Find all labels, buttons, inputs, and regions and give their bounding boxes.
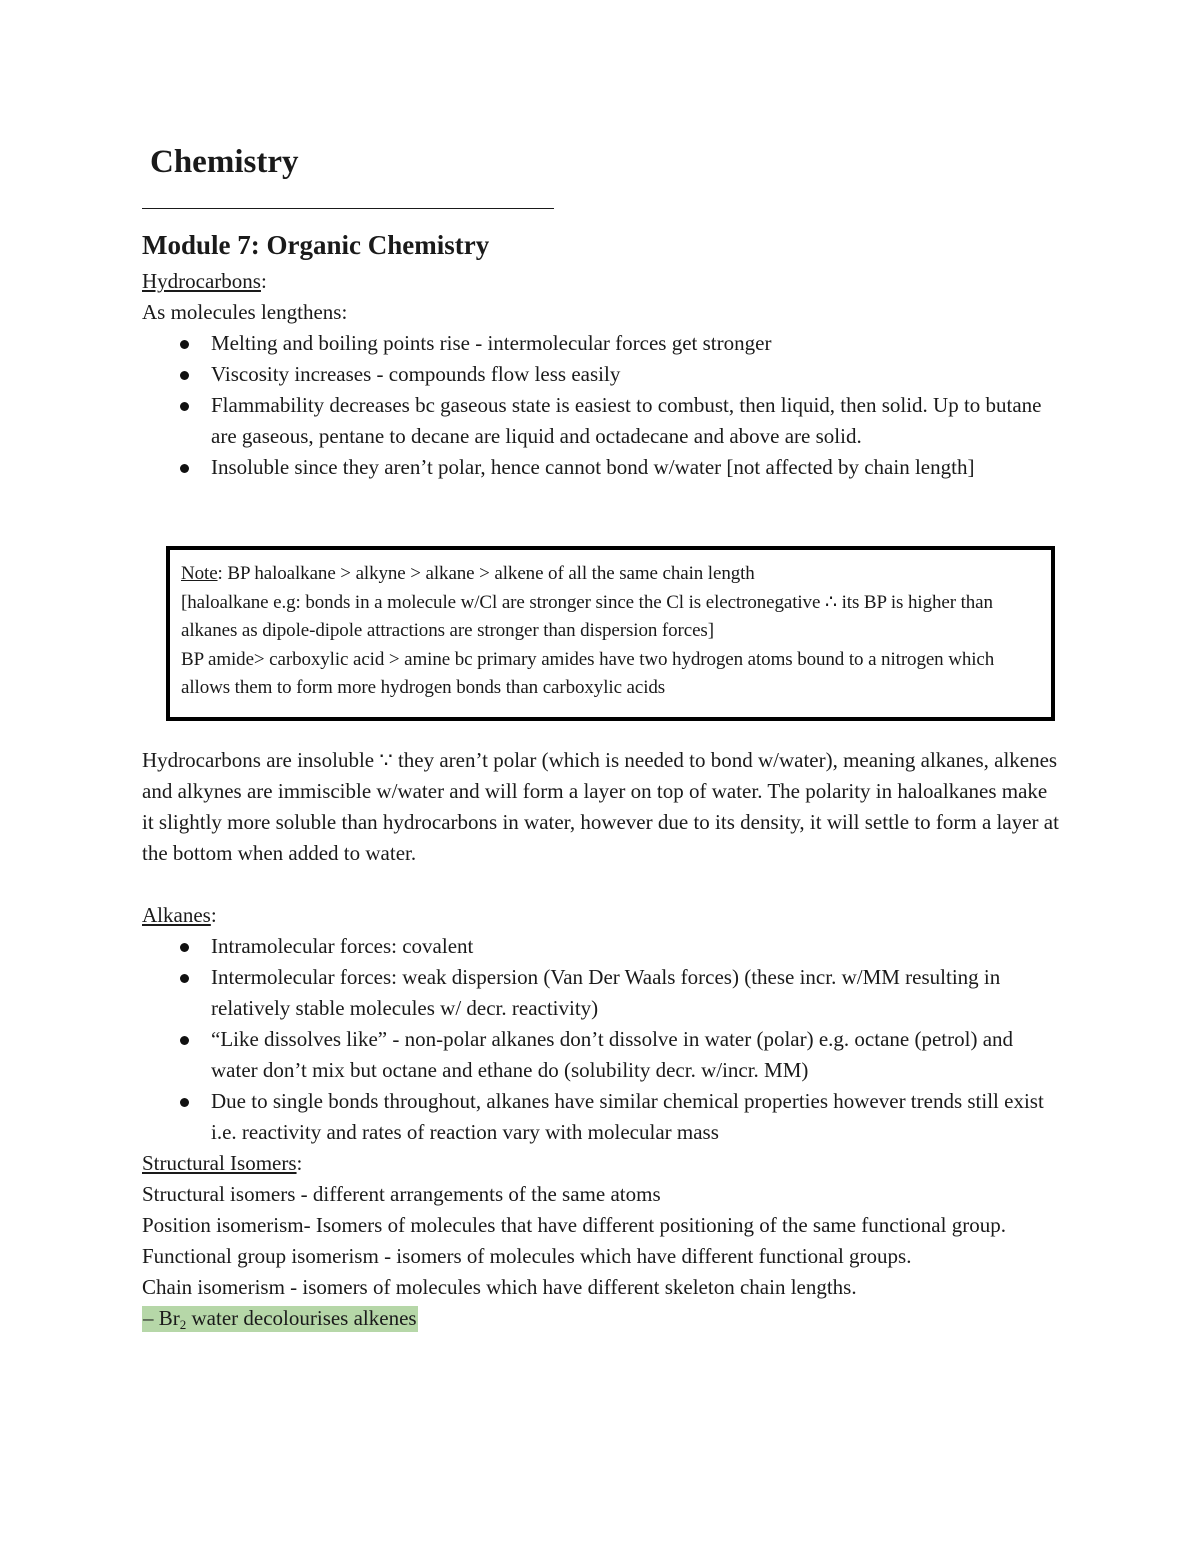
hydrocarbons-heading-line [142,266,1062,297]
list-item: Intramolecular forces: covalent [211,931,1062,962]
note-label: Note [181,563,218,584]
solubility-paragraph: Hydrocarbons are insoluble ∵ they aren’t polar (which is needed to bond w/water), meaning alkanes, alkenes and alkynes are immiscible w/water and will form a layer on top of water. The polarity in haloalkanes make it slightly more soluble than hydrocarbons in water, however due to its density, it will settle to form a layer at the bottom when added to water. [142,748,1059,865]
hydrocarbons-heading-colon: : [260,269,267,293]
highlight-prefix: – Br [143,1306,180,1330]
list-item: Intermolecular forces: weak dispersion (Van Der Waals forces) (these incr. w/MM resulting in relatively stable molecules w/ decr. reactivity) [211,962,1062,1024]
document-title: Chemistry [150,144,299,180]
highlight-suffix: water decolourises alkenes [186,1306,417,1330]
hydrocarbons-bullet-list [142,328,1062,483]
highlight-line [142,1303,1062,1334]
isomers-heading-line [142,1148,1062,1179]
secondary-content [142,745,1062,1334]
list-item: Flammability decreases bc gaseous state is easiest to combust, then liquid, then solid. Up to butane are gaseous, pentane to decane are liquid and octadecane and above are solid. [211,390,1062,452]
highlighted-text [142,1306,418,1332]
hydrocarbons-heading: Hydrocarbons [142,269,261,293]
main-content [142,226,1062,483]
isomers-heading: Structural Isomers [142,1151,297,1175]
isomers-heading-colon: : [296,1151,303,1175]
list-item: Melting and boiling points rise - intermolecular forces get stronger [211,328,1062,359]
alkanes-bullet-list [142,931,1062,1148]
module-heading: Module 7: Organic Chemistry [142,230,490,260]
list-item: Viscosity increases - compounds flow less easily [211,359,1062,390]
isomers-line-chain: Chain isomerism - isomers of molecules which have different skeleton chain lengths. [142,1275,857,1299]
alkanes-heading-line [142,900,1062,931]
alkanes-heading-colon: : [210,903,217,927]
note-line-1-text: : BP haloalkane > alkyne > alkane > alkene of all the same chain length [217,563,755,584]
note-line-2: [haloalkane e.g: bonds in a molecule w/Cl are stronger since the Cl is electronegative ∴ its BP is higher than alkanes as dipole-dipole attractions are stronger than dispersion forces] [181,591,993,641]
hydrocarbons-intro: As molecules lengthens: [142,300,348,324]
note-line-1 [181,560,1041,589]
list-item: “Like dissolves like” - non-polar alkanes don’t dissolve in water (polar) e.g. octane (petrol) and water don’t mix but octane and ethane do (solubility decr. w/incr. MM) [211,1024,1062,1086]
highlight-subscript: 2 [179,1317,187,1332]
note-line-3: BP amide> carboxylic acid > amine bc primary amides have two hydrogen atoms bound to a nitrogen which allows them to form more hydrogen bonds than carboxylic acids [181,648,995,698]
note-box [166,546,1055,721]
isomers-line-structural: Structural isomers - different arrangements of the same atoms [142,1182,661,1206]
spacer [142,869,1062,900]
isomers-line-functional: Functional group isomerism - isomers of molecules which have different functional groups. [142,1244,912,1268]
isomers-line-position: Position isomerism- Isomers of molecules that have different positioning of the same functional group. [142,1213,1006,1237]
title-divider [142,208,554,209]
list-item: Due to single bonds throughout, alkanes have similar chemical properties however trends still exist i.e. reactivity and rates of reaction vary with molecular mass [211,1086,1062,1148]
list-item: Insoluble since they aren’t polar, hence cannot bond w/water [not affected by chain length] [211,452,1062,483]
alkanes-heading: Alkanes [142,903,211,927]
